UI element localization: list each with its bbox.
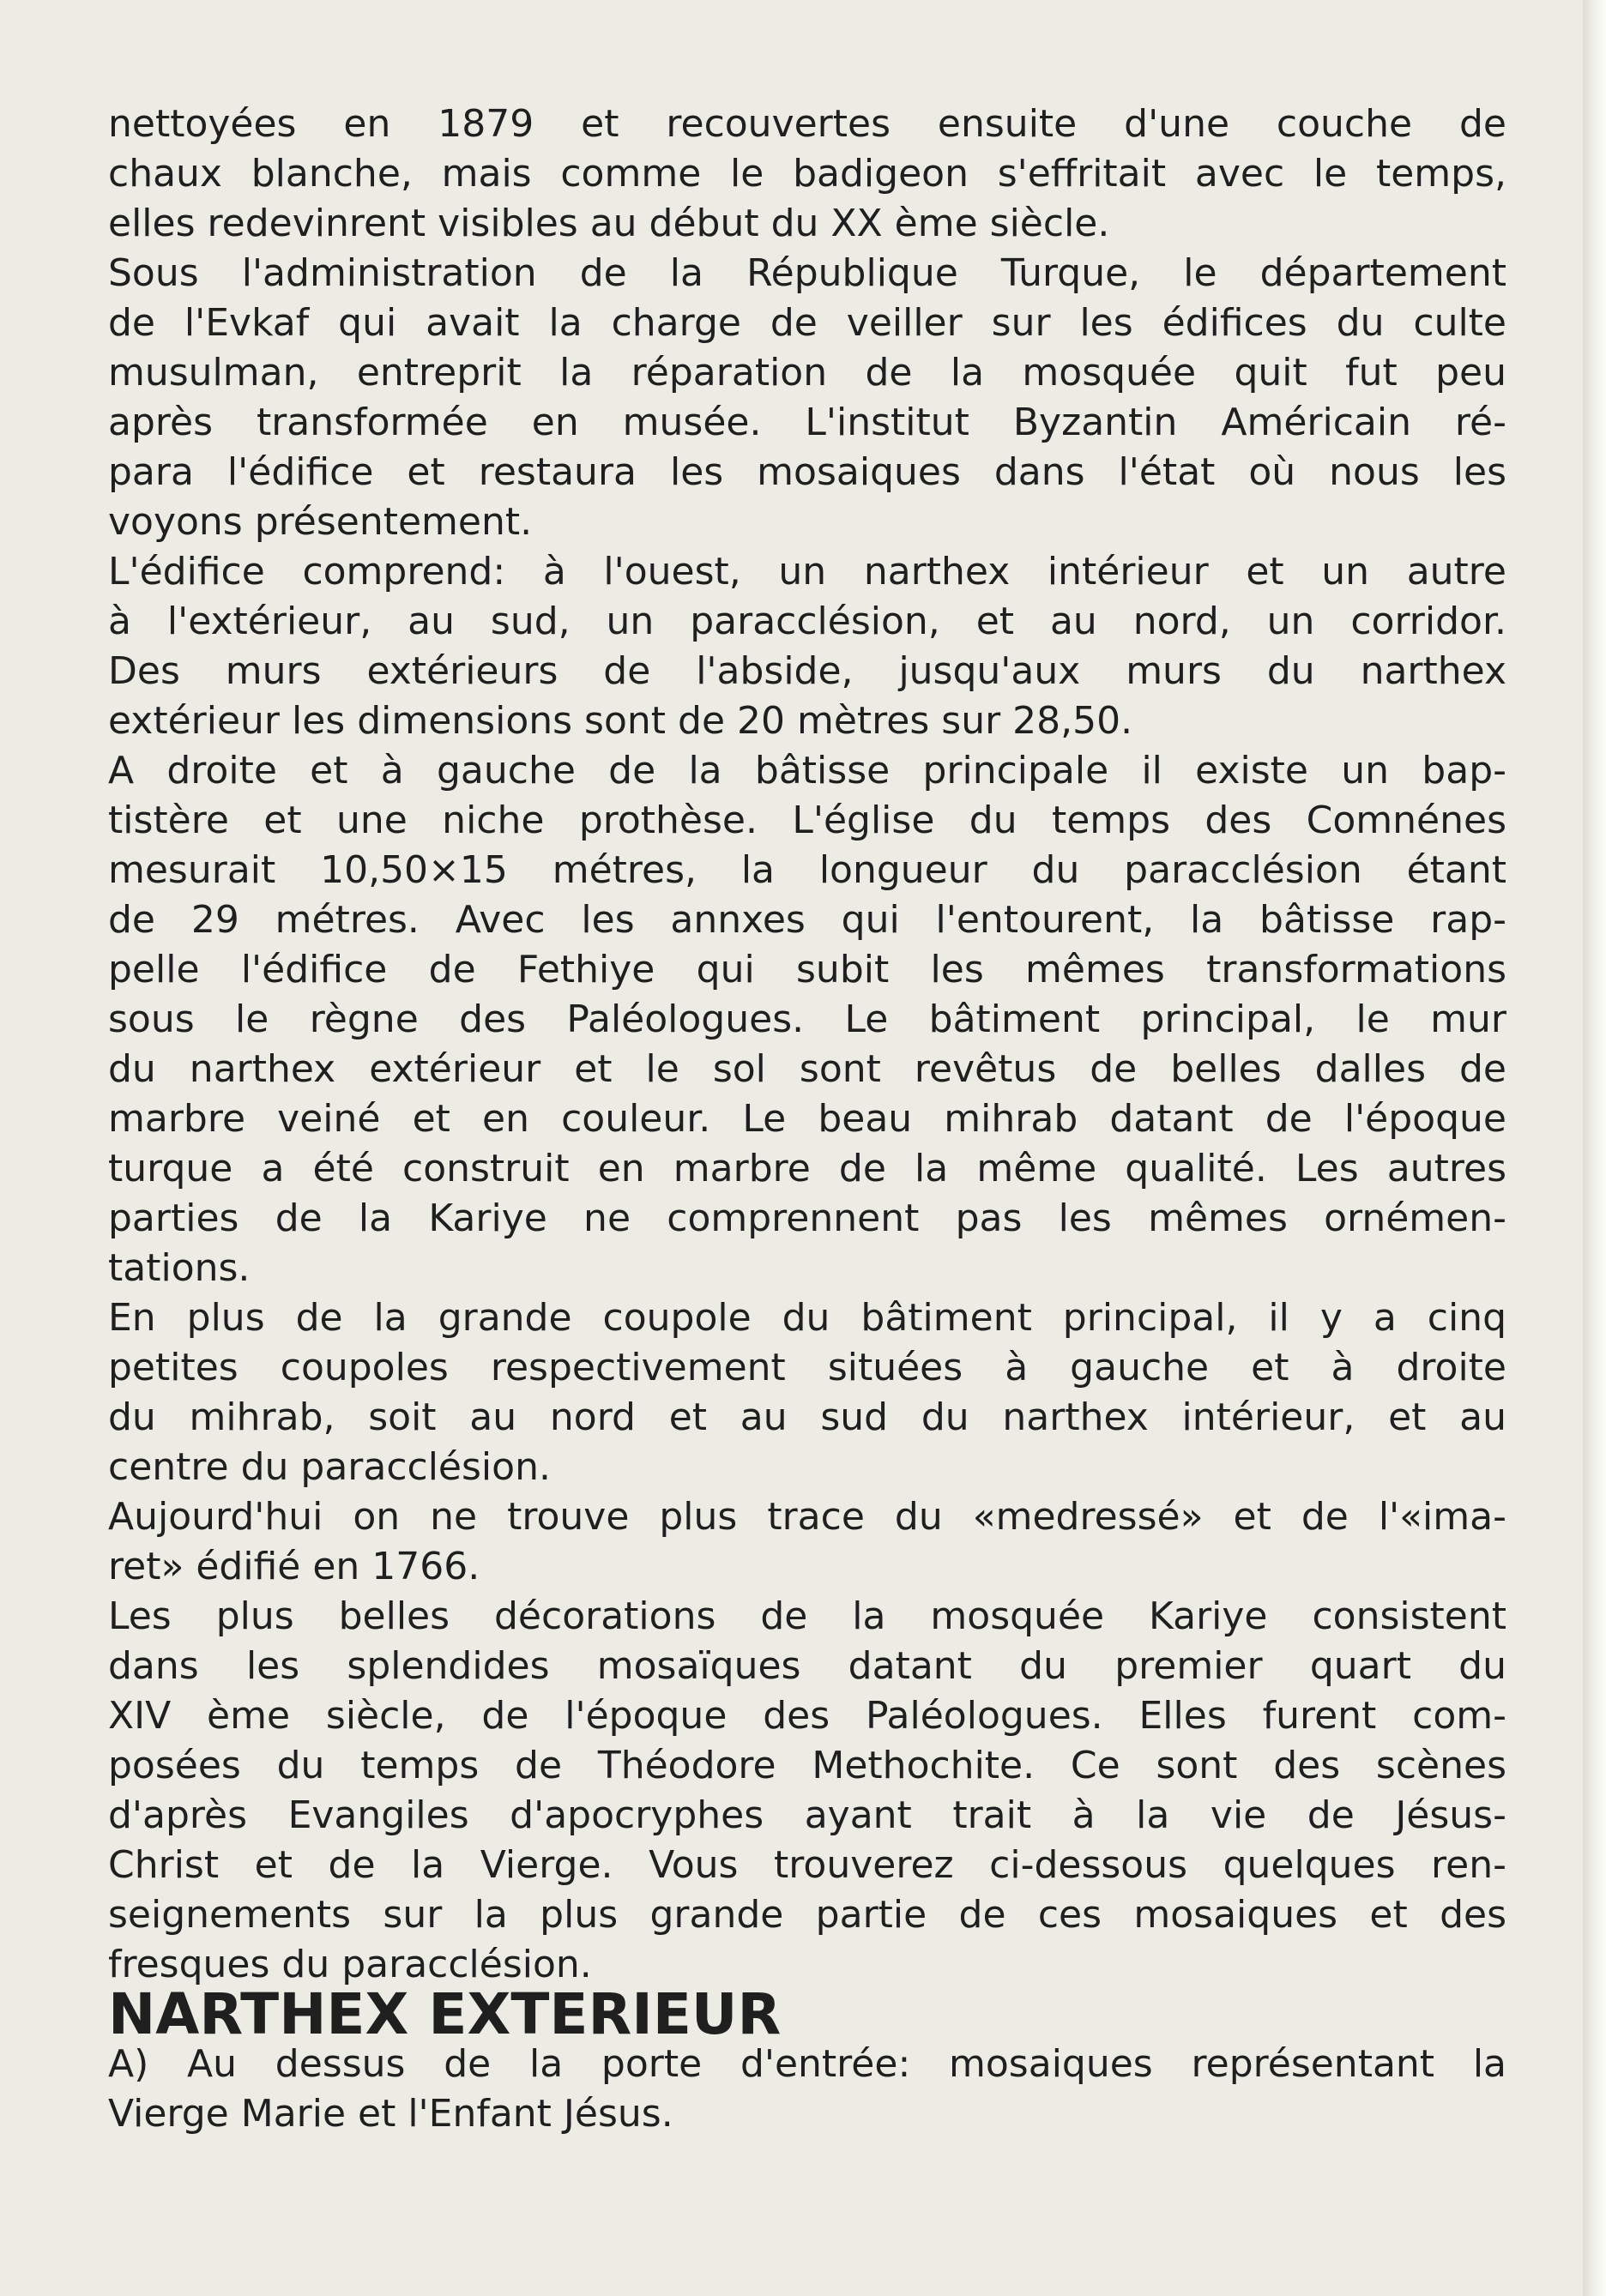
text-line: du narthex extérieur et le sol sont revêtus de belles dalles de [108,1047,1506,1091]
text-line: Vierge Marie et l'Enfant Jésus. [108,2092,673,2136]
text-line: mesurait 10,50×15 métres, la longueur du paracclésion étant [108,848,1506,892]
text-line: d'après Evangiles d'apocryphes ayant trait à la vie de Jésus- [108,1793,1506,1837]
paragraph-1 [108,99,1506,249]
text-line: para l'édifice et restaura les mosaiques dans l'état où nous les [108,450,1506,494]
paragraph-final [108,2040,1506,2139]
paragraph-2 [108,249,1506,547]
section-heading: NARTHEX EXTERIEUR [108,1981,782,2047]
text-line: après transformée en musée. L'institut Byzantin Américain ré- [108,401,1506,444]
text-line: chaux blanche, mais comme le badigeon s'effritait avec le temps, [108,152,1506,196]
text-line: pelle l'édifice de Fethiye qui subit les mêmes transformations [108,948,1506,991]
text-line: seignements sur la plus grande partie de ces mosaiques et des [108,1893,1506,1937]
page-edge [1583,0,1606,2296]
text-line: nettoyées en 1879 et recouvertes ensuite d'une couche de [108,102,1506,146]
text-line: sous le règne des Paléologues. Le bâtiment principal, le mur [108,997,1506,1041]
text-line: XIV ème siècle, de l'époque des Paléologues. Elles furent com- [108,1694,1506,1738]
text-line: parties de la Kariye ne comprennent pas les mêmes ornémen- [108,1196,1506,1240]
page-text [108,99,1506,2139]
text-line: Sous l'administration de la République Turque, le département [108,251,1506,295]
paragraph-7 [108,1592,1506,1990]
text-line: Des murs extérieurs de l'abside, jusqu'aux murs du narthex [108,649,1506,693]
text-line: tistère et une niche prothèse. L'église du temps des Comnénes [108,798,1506,842]
text-line: extérieur les dimensions sont de 20 mètres sur 28,50. [108,699,1133,743]
text-line: voyons présentement. [108,500,533,544]
paragraph-3 [108,547,1506,746]
text-line: à l'extérieur, au sud, un paracclésion, et au nord, un corridor. [108,600,1506,643]
text-line: elles redevinrent visibles au début du XX ème siècle. [108,202,1110,245]
paragraph-4 [108,746,1506,1293]
text-line: petites coupoles respectivement situées à gauche et à droite [108,1346,1506,1389]
text-line: musulman, entreprit la réparation de la mosquée quit fut peu [108,351,1506,395]
text-line: centre du paracclésion. [108,1445,551,1489]
text-line: turque a été construit en marbre de la même qualité. Les autres [108,1147,1506,1190]
text-line: posées du temps de Théodore Methochite. Ce sont des scènes [108,1744,1506,1787]
text-line: Les plus belles décorations de la mosquée Kariye consistent [108,1594,1506,1638]
text-line: Aujourd'hui on ne trouve plus trace du «medressé» et de l'«ima- [108,1495,1506,1539]
text-line: marbre veiné et en couleur. Le beau mihrab datant de l'époque [108,1097,1506,1141]
text-line: L'édifice comprend: à l'ouest, un narthex intérieur et un autre [108,550,1506,594]
text-line: de l'Evkaf qui avait la charge de veiller sur les édifices du culte [108,301,1506,345]
paragraph-6 [108,1492,1506,1592]
text-line: tations. [108,1246,251,1290]
text-line: dans les splendides mosaïques datant du premier quart du [108,1644,1506,1688]
paragraph-5 [108,1293,1506,1492]
text-line: fresques du paracclésion. [108,1943,592,1986]
text-line: En plus de la grande coupole du bâtiment principal, il y a cinq [108,1296,1506,1340]
text-line: A) Au dessus de la porte d'entrée: mosaiques représentant la [108,2042,1506,2086]
text-line: du mihrab, soit au nord et au sud du narthex intérieur, et au [108,1395,1506,1439]
text-line: A droite et à gauche de la bâtisse principale il existe un bap- [108,749,1506,792]
text-line: Christ et de la Vierge. Vous trouverez ci-dessous quelques ren- [108,1843,1506,1887]
text-line: de 29 métres. Avec les annxes qui l'entourent, la bâtisse rap- [108,898,1506,942]
text-line: ret» édifié en 1766. [108,1545,480,1588]
